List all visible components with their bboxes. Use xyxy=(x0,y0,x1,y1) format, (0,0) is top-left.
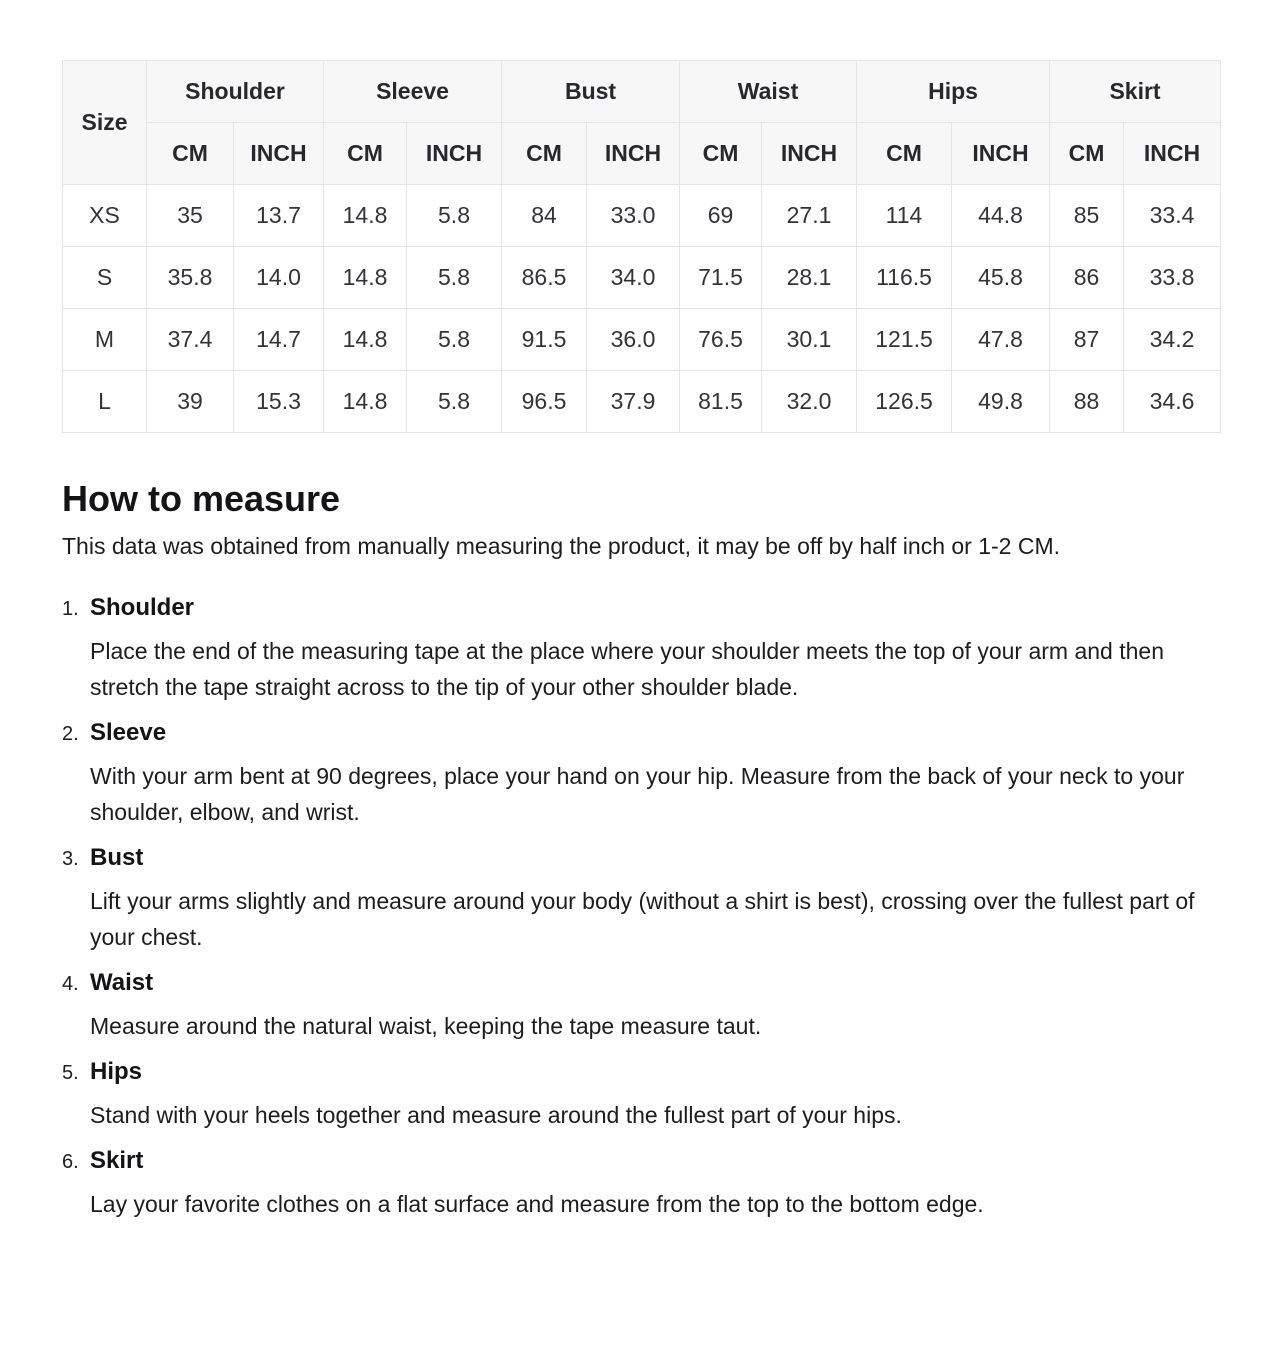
step-description: Lift your arms slightly and measure around your body (without a shirt is best), crossing over the fullest part of your chest. xyxy=(90,888,1195,950)
size-cell: S xyxy=(63,247,147,309)
unit-header-inch: INCH xyxy=(952,123,1050,185)
unit-header-cm: CM xyxy=(324,123,407,185)
table-cell: 5.8 xyxy=(407,371,502,433)
table-cell: 33.4 xyxy=(1124,185,1221,247)
step-number: 1. xyxy=(62,598,79,620)
size-cell: M xyxy=(63,309,147,371)
table-cell: 49.8 xyxy=(952,371,1050,433)
table-cell: 14.8 xyxy=(324,247,407,309)
table-cell: 116.5 xyxy=(857,247,952,309)
unit-header-inch: INCH xyxy=(407,123,502,185)
table-cell: 126.5 xyxy=(857,371,952,433)
table-cell: 121.5 xyxy=(857,309,952,371)
table-cell: 91.5 xyxy=(502,309,587,371)
step-heading xyxy=(62,715,1222,751)
unit-header-cm: CM xyxy=(147,123,234,185)
table-cell: 47.8 xyxy=(952,309,1050,371)
unit-header-inch: INCH xyxy=(234,123,324,185)
table-cell: 84 xyxy=(502,185,587,247)
unit-header-inch: INCH xyxy=(1124,123,1221,185)
table-cell: 13.7 xyxy=(234,185,324,247)
unit-header-cm: CM xyxy=(857,123,952,185)
table-cell: 81.5 xyxy=(680,371,762,433)
table-cell: 37.4 xyxy=(147,309,234,371)
how-to-measure-title: How to measure xyxy=(62,478,341,519)
step-label: Sleeve xyxy=(90,719,167,746)
table-cell: 5.8 xyxy=(407,185,502,247)
group-header-row xyxy=(63,61,1221,123)
table-cell: 30.1 xyxy=(762,309,857,371)
step-heading xyxy=(62,590,1222,626)
table-body xyxy=(63,185,1221,433)
unit-header-cm: CM xyxy=(680,123,762,185)
table-cell: 37.9 xyxy=(587,371,680,433)
table-row-l xyxy=(63,371,1221,433)
step-description: Lay your favorite clothes on a flat surface and measure from the top to the bottom edge. xyxy=(90,1191,984,1217)
table-cell: 86.5 xyxy=(502,247,587,309)
table-cell: 114 xyxy=(857,185,952,247)
size-cell: L xyxy=(63,371,147,433)
unit-header-inch: INCH xyxy=(587,123,680,185)
step-heading xyxy=(62,840,1222,876)
step-label: Shoulder xyxy=(90,594,195,621)
group-header-sleeve: Sleeve xyxy=(324,61,502,123)
step-label: Waist xyxy=(90,969,154,996)
group-header-hips: Hips xyxy=(857,61,1050,123)
group-header-bust: Bust xyxy=(502,61,680,123)
group-header-shoulder: Shoulder xyxy=(147,61,324,123)
table-cell: 34.0 xyxy=(587,247,680,309)
table-cell: 85 xyxy=(1050,185,1124,247)
table-cell: 14.7 xyxy=(234,309,324,371)
step-description: Place the end of the measuring tape at the place where your shoulder meets the top of your arm and then stretch the tape straight across to the tip of your other shoulder blade. xyxy=(90,638,1164,700)
table-cell: 34.6 xyxy=(1124,371,1221,433)
table-cell: 39 xyxy=(147,371,234,433)
size-column-header: Size xyxy=(63,61,147,185)
table-cell: 28.1 xyxy=(762,247,857,309)
table-cell: 86 xyxy=(1050,247,1124,309)
table-row-s xyxy=(63,247,1221,309)
table-cell: 76.5 xyxy=(680,309,762,371)
table-cell: 88 xyxy=(1050,371,1124,433)
table-cell: 69 xyxy=(680,185,762,247)
table-cell: 33.8 xyxy=(1124,247,1221,309)
table-cell: 45.8 xyxy=(952,247,1050,309)
measure-step-waist xyxy=(62,965,1222,1044)
table-cell: 35 xyxy=(147,185,234,247)
unit-header-cm: CM xyxy=(502,123,587,185)
table-cell: 5.8 xyxy=(407,309,502,371)
step-number: 4. xyxy=(62,973,79,995)
table-cell: 32.0 xyxy=(762,371,857,433)
step-description: Stand with your heels together and measure around the fullest part of your hips. xyxy=(90,1102,902,1128)
size-cell: XS xyxy=(63,185,147,247)
table-cell: 15.3 xyxy=(234,371,324,433)
table-cell: 87 xyxy=(1050,309,1124,371)
table-cell: 71.5 xyxy=(680,247,762,309)
step-description: With your arm bent at 90 degrees, place your hand on your hip. Measure from the back of your neck to your shoulder, elbow, and wrist. xyxy=(90,763,1185,825)
table-row-xs xyxy=(63,185,1221,247)
step-label: Bust xyxy=(90,844,144,871)
table-cell: 36.0 xyxy=(587,309,680,371)
unit-header-inch: INCH xyxy=(762,123,857,185)
table-row-m xyxy=(63,309,1221,371)
table-cell: 44.8 xyxy=(952,185,1050,247)
table-header xyxy=(63,61,1221,185)
table-cell: 14.0 xyxy=(234,247,324,309)
step-label: Hips xyxy=(90,1058,143,1085)
table-cell: 14.8 xyxy=(324,309,407,371)
unit-header-cm: CM xyxy=(1050,123,1124,185)
step-number: 5. xyxy=(62,1062,79,1084)
table-cell: 14.8 xyxy=(324,371,407,433)
table-cell: 35.8 xyxy=(147,247,234,309)
table-cell: 5.8 xyxy=(407,247,502,309)
table-cell: 96.5 xyxy=(502,371,587,433)
step-heading xyxy=(62,1143,1222,1179)
table-cell: 27.1 xyxy=(762,185,857,247)
measure-steps-list xyxy=(62,590,1222,1222)
measure-step-shoulder xyxy=(62,590,1222,705)
measure-disclaimer-text: This data was obtained from manually measuring the product, it may be off by half inch or 1-2 CM. xyxy=(62,533,1061,559)
step-heading xyxy=(62,965,1222,1001)
step-number: 2. xyxy=(62,723,79,745)
table-cell: 33.0 xyxy=(587,185,680,247)
measure-step-sleeve xyxy=(62,715,1222,830)
measure-step-bust xyxy=(62,840,1222,955)
step-number: 6. xyxy=(62,1151,79,1173)
table-cell: 34.2 xyxy=(1124,309,1221,371)
step-description: Measure around the natural waist, keeping the tape measure taut. xyxy=(90,1013,762,1039)
measure-step-skirt xyxy=(62,1143,1222,1222)
measure-step-hips xyxy=(62,1054,1222,1133)
group-header-waist: Waist xyxy=(680,61,857,123)
step-label: Skirt xyxy=(90,1147,144,1174)
unit-header-row xyxy=(63,123,1221,185)
step-number: 3. xyxy=(62,848,79,870)
step-heading xyxy=(62,1054,1222,1090)
size-chart-table xyxy=(62,60,1221,433)
table-cell: 14.8 xyxy=(324,185,407,247)
group-header-skirt: Skirt xyxy=(1050,61,1221,123)
